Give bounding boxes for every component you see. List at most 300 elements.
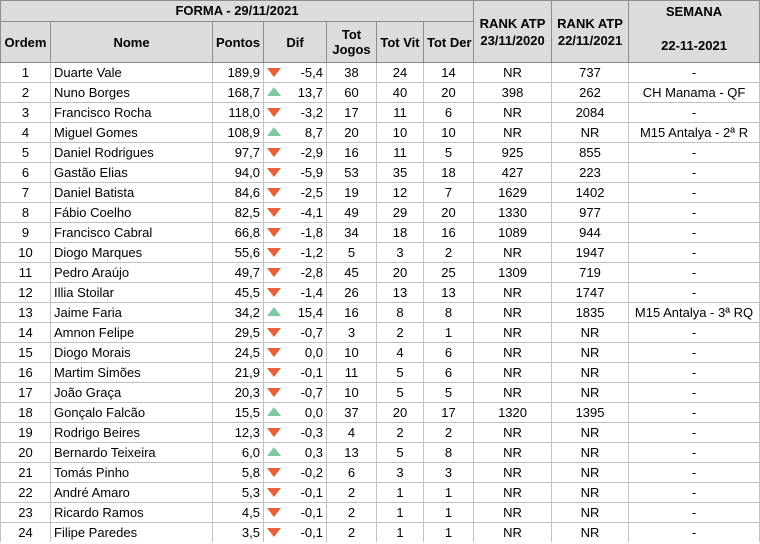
cell-ordem: 1 — [1, 63, 51, 83]
cell-rank-2020: 1320 — [474, 403, 552, 423]
cell-tot-jogos: 45 — [327, 263, 377, 283]
arrow-down-icon — [267, 388, 281, 397]
cell-tot-jogos: 37 — [327, 403, 377, 423]
cell-semana: - — [629, 163, 760, 183]
table-row — [1, 283, 760, 303]
cell-nome: Diogo Marques — [51, 243, 213, 263]
cell-tot-jogos: 2 — [327, 503, 377, 523]
cell-ordem: 22 — [1, 483, 51, 503]
cell-tot-vit: 20 — [377, 263, 424, 283]
cell-tot-jogos: 60 — [327, 83, 377, 103]
table-row — [1, 163, 760, 183]
cell-tot-jogos: 16 — [327, 143, 377, 163]
cell-semana: - — [629, 183, 760, 203]
cell-ordem: 8 — [1, 203, 51, 223]
arrow-down-icon — [267, 248, 281, 257]
cell-semana: - — [629, 363, 760, 383]
dif-value: -0,1 — [300, 505, 323, 520]
table-row — [1, 363, 760, 383]
week-title: SEMANA — [665, 4, 723, 19]
cell-nome: Gonçalo Falcão — [51, 403, 213, 423]
cell-semana: - — [629, 203, 760, 223]
cell-ordem: 20 — [1, 443, 51, 463]
cell-tot-jogos: 2 — [327, 483, 377, 503]
cell-semana: - — [629, 283, 760, 303]
arrow-up-icon — [267, 127, 281, 136]
col-ordem: Ordem — [1, 22, 51, 63]
cell-dif — [264, 303, 327, 323]
cell-tot-der: 1 — [424, 323, 474, 343]
cell-nome: Daniel Batista — [51, 183, 213, 203]
cell-tot-der: 20 — [424, 83, 474, 103]
cell-ordem: 21 — [1, 463, 51, 483]
cell-rank-2020: NR — [474, 103, 552, 123]
cell-tot-jogos: 3 — [327, 323, 377, 343]
cell-pontos: 21,9 — [213, 363, 264, 383]
cell-tot-jogos: 17 — [327, 103, 377, 123]
table-row — [1, 423, 760, 443]
cell-rank-2021: 1747 — [552, 283, 629, 303]
cell-tot-jogos: 49 — [327, 203, 377, 223]
cell-rank-2021: 737 — [552, 63, 629, 83]
cell-tot-der: 20 — [424, 203, 474, 223]
cell-rank-2021: 2084 — [552, 103, 629, 123]
cell-rank-2020: 1330 — [474, 203, 552, 223]
cell-pontos: 12,3 — [213, 423, 264, 443]
rank-2020-header — [474, 1, 552, 63]
cell-rank-2020: NR — [474, 363, 552, 383]
cell-semana: - — [629, 503, 760, 523]
cell-nome: Daniel Rodrigues — [51, 143, 213, 163]
cell-rank-2021: NR — [552, 463, 629, 483]
table-row — [1, 383, 760, 403]
cell-tot-der: 5 — [424, 143, 474, 163]
cell-dif — [264, 143, 327, 163]
cell-rank-2020: NR — [474, 523, 552, 543]
cell-ordem: 4 — [1, 123, 51, 143]
arrow-down-icon — [267, 168, 281, 177]
cell-nome: Francisco Rocha — [51, 103, 213, 123]
cell-pontos: 49,7 — [213, 263, 264, 283]
col-tot-jogos-line1: Tot — [341, 27, 362, 42]
dif-value: -0,7 — [300, 325, 323, 340]
cell-nome: Rodrigo Beires — [51, 423, 213, 443]
arrow-up-icon — [267, 447, 281, 456]
cell-rank-2020: 1629 — [474, 183, 552, 203]
cell-tot-der: 17 — [424, 403, 474, 423]
rank-2021-title: RANK ATP — [557, 15, 623, 31]
cell-semana: - — [629, 323, 760, 343]
cell-pontos: 34,2 — [213, 303, 264, 323]
cell-dif — [264, 183, 327, 203]
cell-rank-2021: 719 — [552, 263, 629, 283]
arrow-down-icon — [267, 148, 281, 157]
cell-tot-der: 2 — [424, 423, 474, 443]
cell-ordem: 2 — [1, 83, 51, 103]
col-tot-jogos — [327, 22, 377, 63]
cell-dif — [264, 363, 327, 383]
cell-rank-2020: NR — [474, 503, 552, 523]
cell-pontos: 97,7 — [213, 143, 264, 163]
cell-tot-der: 14 — [424, 63, 474, 83]
cell-tot-der: 8 — [424, 303, 474, 323]
cell-rank-2021: NR — [552, 503, 629, 523]
cell-rank-2021: 1835 — [552, 303, 629, 323]
cell-rank-2020: NR — [474, 243, 552, 263]
cell-semana: M15 Antalya - 2ª R — [629, 123, 760, 143]
cell-nome: Bernardo Teixeira — [51, 443, 213, 463]
cell-ordem: 23 — [1, 503, 51, 523]
cell-semana: - — [629, 103, 760, 123]
cell-rank-2021: NR — [552, 483, 629, 503]
cell-pontos: 108,9 — [213, 123, 264, 143]
cell-nome: Tomás Pinho — [51, 463, 213, 483]
ranking-rows — [1, 63, 760, 543]
cell-tot-jogos: 10 — [327, 383, 377, 403]
cell-semana: M15 Antalya - 3ª RQ — [629, 303, 760, 323]
cell-rank-2021: NR — [552, 383, 629, 403]
cell-ordem: 9 — [1, 223, 51, 243]
cell-rank-2021: NR — [552, 363, 629, 383]
table-row — [1, 463, 760, 483]
cell-semana: - — [629, 343, 760, 363]
cell-tot-vit: 5 — [377, 363, 424, 383]
cell-ordem: 6 — [1, 163, 51, 183]
dif-value: 0,0 — [304, 405, 323, 420]
table-row — [1, 183, 760, 203]
cell-tot-vit: 10 — [377, 123, 424, 143]
cell-rank-2021: 1395 — [552, 403, 629, 423]
cell-pontos: 82,5 — [213, 203, 264, 223]
arrow-down-icon — [267, 348, 281, 357]
cell-nome: Filipe Paredes — [51, 523, 213, 543]
cell-rank-2021: NR — [552, 123, 629, 143]
cell-dif — [264, 463, 327, 483]
cell-semana: - — [629, 383, 760, 403]
rank-2021-date: 22/11/2021 — [557, 32, 623, 48]
table-row — [1, 343, 760, 363]
cell-semana: - — [629, 63, 760, 83]
cell-nome: Ricardo Ramos — [51, 503, 213, 523]
cell-nome: André Amaro — [51, 483, 213, 503]
cell-tot-vit: 12 — [377, 183, 424, 203]
cell-ordem: 5 — [1, 143, 51, 163]
cell-pontos: 66,8 — [213, 223, 264, 243]
arrow-down-icon — [267, 328, 281, 337]
cell-rank-2021: 944 — [552, 223, 629, 243]
cell-pontos: 94,0 — [213, 163, 264, 183]
table-row — [1, 103, 760, 123]
cell-pontos: 3,5 — [213, 523, 264, 543]
cell-ordem: 15 — [1, 343, 51, 363]
rank-2020-date: 23/11/2020 — [480, 32, 545, 48]
cell-tot-jogos: 6 — [327, 463, 377, 483]
cell-pontos: 118,0 — [213, 103, 264, 123]
cell-dif — [264, 483, 327, 503]
cell-tot-vit: 29 — [377, 203, 424, 223]
dif-value: -1,2 — [300, 245, 323, 260]
table-row — [1, 503, 760, 523]
cell-tot-jogos: 16 — [327, 303, 377, 323]
cell-nome: Duarte Vale — [51, 63, 213, 83]
cell-pontos: 29,5 — [213, 323, 264, 343]
cell-rank-2021: NR — [552, 343, 629, 363]
cell-tot-der: 8 — [424, 443, 474, 463]
cell-tot-der: 25 — [424, 263, 474, 283]
col-tot-der: Tot Der — [424, 22, 474, 63]
dif-value: -2,8 — [300, 265, 323, 280]
cell-pontos: 168,7 — [213, 83, 264, 103]
cell-semana: - — [629, 403, 760, 423]
cell-nome: Diogo Morais — [51, 343, 213, 363]
dif-value: -0,1 — [300, 485, 323, 500]
cell-tot-vit: 1 — [377, 483, 424, 503]
cell-dif — [264, 523, 327, 543]
cell-tot-der: 6 — [424, 343, 474, 363]
table-row — [1, 243, 760, 263]
arrow-down-icon — [267, 268, 281, 277]
arrow-down-icon — [267, 488, 281, 497]
col-tot-vit: Tot Vit — [377, 22, 424, 63]
cell-dif — [264, 383, 327, 403]
table-row — [1, 123, 760, 143]
cell-ordem: 11 — [1, 263, 51, 283]
cell-semana: - — [629, 523, 760, 543]
cell-tot-der: 18 — [424, 163, 474, 183]
cell-pontos: 5,3 — [213, 483, 264, 503]
cell-tot-vit: 24 — [377, 63, 424, 83]
cell-semana: - — [629, 463, 760, 483]
cell-rank-2021: 1402 — [552, 183, 629, 203]
cell-tot-vit: 40 — [377, 83, 424, 103]
cell-rank-2021: 1947 — [552, 243, 629, 263]
cell-ordem: 13 — [1, 303, 51, 323]
cell-pontos: 5,8 — [213, 463, 264, 483]
cell-tot-der: 6 — [424, 103, 474, 123]
cell-pontos: 6,0 — [213, 443, 264, 463]
col-nome: Nome — [51, 22, 213, 63]
cell-tot-vit: 2 — [377, 423, 424, 443]
cell-dif — [264, 423, 327, 443]
arrow-down-icon — [267, 288, 281, 297]
cell-dif — [264, 403, 327, 423]
cell-pontos: 20,3 — [213, 383, 264, 403]
cell-dif — [264, 323, 327, 343]
cell-ordem: 19 — [1, 423, 51, 443]
cell-ordem: 17 — [1, 383, 51, 403]
cell-tot-jogos: 10 — [327, 343, 377, 363]
cell-tot-jogos: 38 — [327, 63, 377, 83]
cell-tot-vit: 5 — [377, 443, 424, 463]
col-tot-jogos-line2: Jogos — [332, 42, 371, 57]
arrow-down-icon — [267, 228, 281, 237]
table-row — [1, 483, 760, 503]
cell-pontos: 15,5 — [213, 403, 264, 423]
cell-tot-vit: 35 — [377, 163, 424, 183]
cell-ordem: 10 — [1, 243, 51, 263]
cell-semana: - — [629, 483, 760, 503]
cell-tot-jogos: 4 — [327, 423, 377, 443]
cell-nome: Jaime Faria — [51, 303, 213, 323]
cell-nome: Illia Stoilar — [51, 283, 213, 303]
cell-semana: - — [629, 243, 760, 263]
table-row — [1, 323, 760, 343]
cell-ordem: 12 — [1, 283, 51, 303]
arrow-down-icon — [267, 428, 281, 437]
cell-dif — [264, 283, 327, 303]
cell-tot-jogos: 5 — [327, 243, 377, 263]
cell-ordem: 14 — [1, 323, 51, 343]
cell-nome: João Graça — [51, 383, 213, 403]
arrow-up-icon — [267, 407, 281, 416]
dif-value: -5,9 — [300, 165, 323, 180]
cell-rank-2020: 1309 — [474, 263, 552, 283]
cell-rank-2020: NR — [474, 123, 552, 143]
cell-rank-2021: NR — [552, 423, 629, 443]
dif-value: -0,3 — [300, 425, 323, 440]
rank-2021-header — [552, 1, 629, 63]
cell-tot-jogos: 34 — [327, 223, 377, 243]
cell-tot-vit: 1 — [377, 523, 424, 543]
cell-pontos: 189,9 — [213, 63, 264, 83]
cell-rank-2020: NR — [474, 383, 552, 403]
cell-rank-2020: 398 — [474, 83, 552, 103]
cell-rank-2020: NR — [474, 343, 552, 363]
cell-dif — [264, 243, 327, 263]
cell-tot-vit: 2 — [377, 323, 424, 343]
cell-dif — [264, 443, 327, 463]
cell-rank-2020: NR — [474, 483, 552, 503]
cell-tot-jogos: 13 — [327, 443, 377, 463]
cell-semana: - — [629, 263, 760, 283]
arrow-down-icon — [267, 68, 281, 77]
cell-tot-der: 5 — [424, 383, 474, 403]
cell-rank-2021: 262 — [552, 83, 629, 103]
cell-tot-jogos: 11 — [327, 363, 377, 383]
dif-value: -0,1 — [300, 365, 323, 380]
cell-tot-der: 13 — [424, 283, 474, 303]
table-row — [1, 303, 760, 323]
cell-tot-vit: 5 — [377, 383, 424, 403]
cell-rank-2020: NR — [474, 443, 552, 463]
dif-value: 8,7 — [304, 125, 323, 140]
table-row — [1, 83, 760, 103]
cell-rank-2020: 925 — [474, 143, 552, 163]
cell-tot-vit: 3 — [377, 463, 424, 483]
cell-dif — [264, 103, 327, 123]
cell-rank-2021: 223 — [552, 163, 629, 183]
cell-dif — [264, 263, 327, 283]
cell-tot-der: 1 — [424, 523, 474, 543]
cell-pontos: 55,6 — [213, 243, 264, 263]
cell-tot-der: 2 — [424, 243, 474, 263]
arrow-down-icon — [267, 508, 281, 517]
table-row — [1, 223, 760, 243]
table-row — [1, 263, 760, 283]
cell-dif — [264, 63, 327, 83]
cell-semana: - — [629, 143, 760, 163]
cell-semana: - — [629, 443, 760, 463]
cell-tot-vit: 8 — [377, 303, 424, 323]
dif-value: -2,9 — [300, 145, 323, 160]
cell-tot-vit: 20 — [377, 403, 424, 423]
cell-tot-jogos: 2 — [327, 523, 377, 543]
cell-tot-der: 7 — [424, 183, 474, 203]
dif-value: -4,1 — [300, 205, 323, 220]
cell-tot-vit: 4 — [377, 343, 424, 363]
cell-rank-2020: NR — [474, 283, 552, 303]
cell-pontos: 84,6 — [213, 183, 264, 203]
dif-value: -2,5 — [300, 185, 323, 200]
table-row — [1, 63, 760, 83]
cell-rank-2020: NR — [474, 303, 552, 323]
forma-title: FORMA - 29/11/2021 — [1, 1, 474, 22]
cell-rank-2020: 1089 — [474, 223, 552, 243]
cell-tot-vit: 11 — [377, 103, 424, 123]
cell-dif — [264, 223, 327, 243]
cell-dif — [264, 123, 327, 143]
arrow-up-icon — [267, 87, 281, 96]
cell-rank-2020: 427 — [474, 163, 552, 183]
cell-nome: Fábio Coelho — [51, 203, 213, 223]
cell-nome: Martim Simões — [51, 363, 213, 383]
cell-nome: Miguel Gomes — [51, 123, 213, 143]
cell-ordem: 24 — [1, 523, 51, 543]
cell-nome: Pedro Araújo — [51, 263, 213, 283]
cell-rank-2021: NR — [552, 323, 629, 343]
table-row — [1, 403, 760, 423]
cell-dif — [264, 203, 327, 223]
dif-value: 15,4 — [297, 305, 323, 320]
dif-value: -0,7 — [300, 385, 323, 400]
table-row — [1, 443, 760, 463]
cell-tot-jogos: 19 — [327, 183, 377, 203]
arrow-down-icon — [267, 188, 281, 197]
cell-tot-der: 3 — [424, 463, 474, 483]
table-row — [1, 203, 760, 223]
cell-rank-2021: 977 — [552, 203, 629, 223]
cell-rank-2021: 855 — [552, 143, 629, 163]
cell-tot-jogos: 53 — [327, 163, 377, 183]
cell-tot-der: 1 — [424, 503, 474, 523]
cell-rank-2020: NR — [474, 323, 552, 343]
cell-semana: - — [629, 223, 760, 243]
cell-tot-der: 1 — [424, 483, 474, 503]
dif-value: 13,7 — [297, 85, 323, 100]
cell-pontos: 24,5 — [213, 343, 264, 363]
dif-value: -1,4 — [300, 285, 323, 300]
dif-value: -1,8 — [300, 225, 323, 240]
week-date: 22-11-2021 — [661, 38, 727, 53]
cell-nome: Francisco Cabral — [51, 223, 213, 243]
cell-ordem: 7 — [1, 183, 51, 203]
arrow-down-icon — [267, 468, 281, 477]
cell-rank-2021: NR — [552, 523, 629, 543]
cell-tot-der: 10 — [424, 123, 474, 143]
cell-nome: Gastão Elias — [51, 163, 213, 183]
cell-rank-2020: NR — [474, 463, 552, 483]
cell-tot-vit: 1 — [377, 503, 424, 523]
cell-tot-vit: 18 — [377, 223, 424, 243]
cell-rank-2021: NR — [552, 443, 629, 463]
cell-rank-2020: NR — [474, 63, 552, 83]
cell-ordem: 18 — [1, 403, 51, 423]
cell-tot-jogos: 26 — [327, 283, 377, 303]
cell-tot-der: 16 — [424, 223, 474, 243]
dif-value: -5,4 — [300, 65, 323, 80]
dif-value: -0,2 — [300, 465, 323, 480]
week-header — [629, 1, 760, 63]
